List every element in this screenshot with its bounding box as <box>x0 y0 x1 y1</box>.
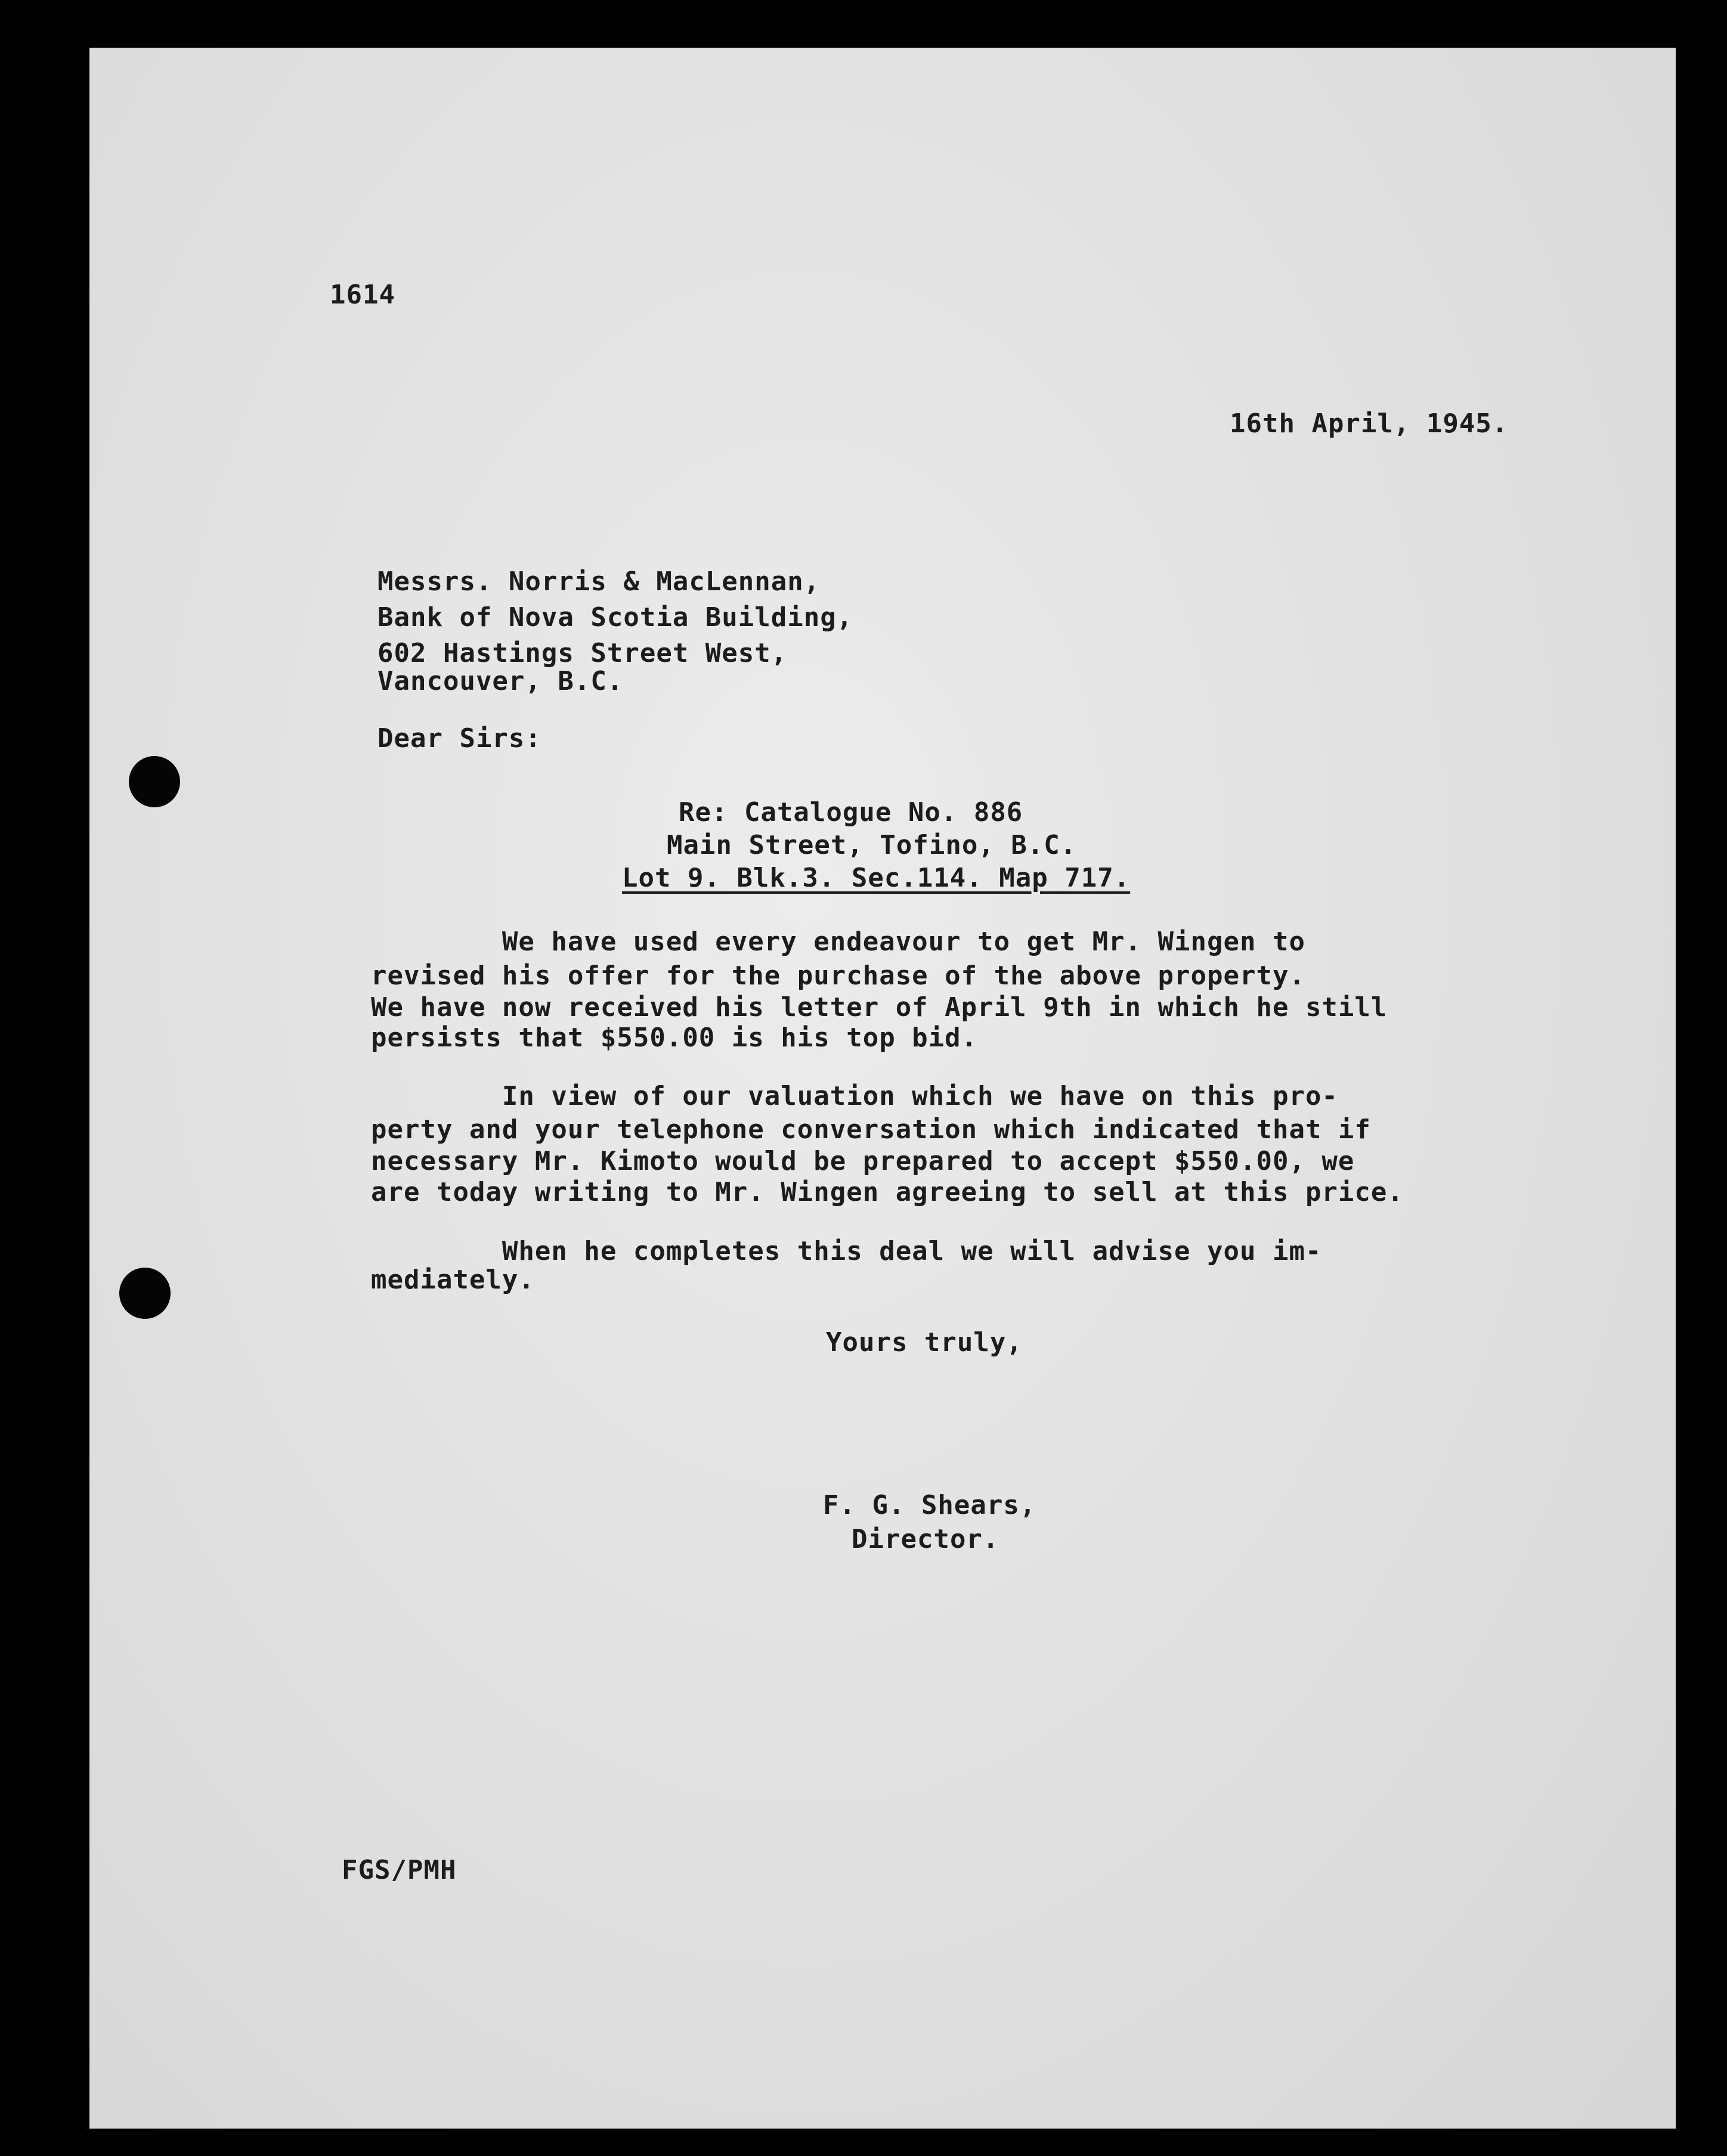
recipient-line-1: Messrs. Norris & MacLennan, <box>377 566 821 597</box>
letter-date: 16th April, 1945. <box>1230 408 1509 439</box>
typist-initials: FGS/PMH <box>342 1855 457 1885</box>
recipient-line-2: Bank of Nova Scotia Building, <box>377 602 853 633</box>
complimentary-closing: Yours truly, <box>826 1327 1023 1358</box>
punch-hole-bottom <box>119 1268 171 1319</box>
paragraph-3-line-2: mediately. <box>371 1265 535 1295</box>
paragraph-1-line-1: We have used every endeavour to get Mr. Wingen to <box>371 927 1305 957</box>
file-number: 1614 <box>330 280 395 310</box>
paragraph-3-line-1: When he completes this deal we will advise you im- <box>371 1236 1322 1266</box>
signatory-name: F. G. Shears, <box>823 1490 1036 1520</box>
paragraph-1-line-4: persists that $550.00 is his top bid. <box>371 1023 978 1053</box>
paragraph-2-line-4: are today writing to Mr. Wingen agreeing to sell at this price. <box>371 1177 1404 1207</box>
subject-line-3: Lot 9. Blk.3. Sec.114. Map 717. <box>622 863 1131 893</box>
salutation: Dear Sirs: <box>377 723 541 754</box>
paragraph-2-line-3: necessary Mr. Kimoto would be prepared to accept $550.00, we <box>371 1146 1355 1176</box>
paragraph-2-line-1: In view of our valuation which we have on this pro- <box>371 1081 1338 1111</box>
paragraph-1-line-3: We have now received his letter of April 9th in which he still <box>371 992 1388 1023</box>
paragraph-2-line-2: perty and your telephone conversation which indicated that if <box>371 1114 1371 1145</box>
subject-line-2: Main Street, Tofino, B.C. <box>667 830 1077 860</box>
recipient-line-3: 602 Hastings Street West, <box>377 638 788 668</box>
subject-line-1: Re: Catalogue No. 886 <box>679 797 1023 828</box>
paragraph-1-line-2: revised his offer for the purchase of the above property. <box>371 961 1305 991</box>
punch-hole-top <box>129 756 180 807</box>
recipient-line-4: Vancouver, B.C. <box>377 666 624 696</box>
signatory-title: Director. <box>852 1524 999 1554</box>
